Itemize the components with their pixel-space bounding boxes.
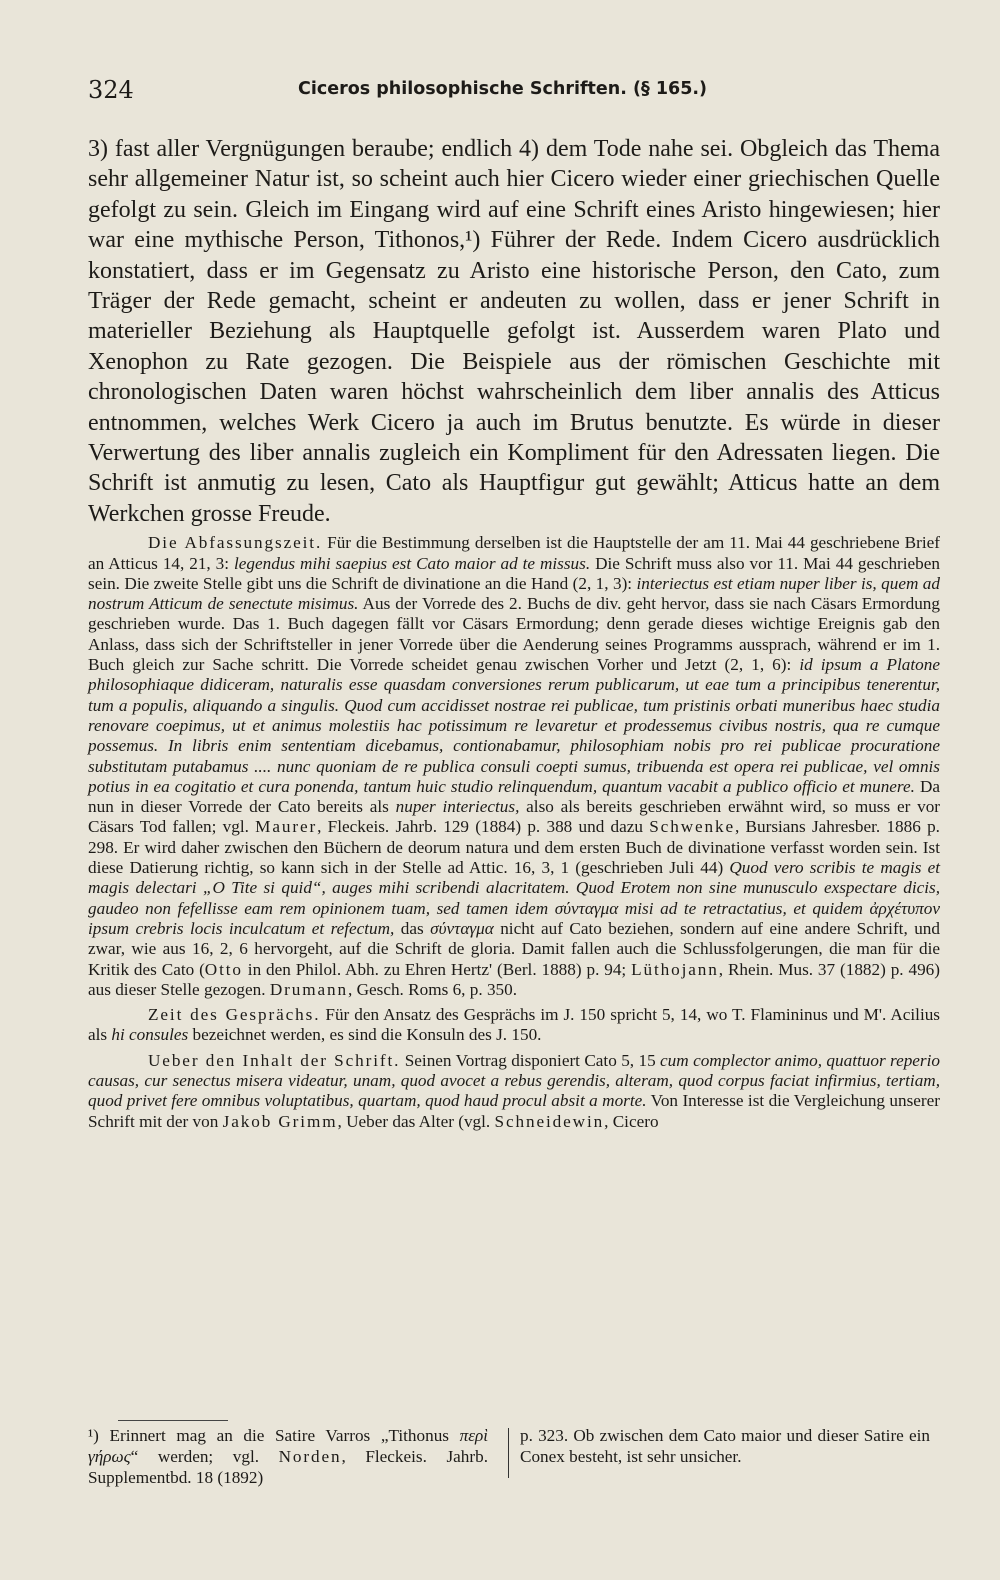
latin-quote: legendus mihi saepius est Cato maior ad te missus. <box>234 553 591 573</box>
text-run: Aus der Vorrede des 2. Buchs de div. geht hervor, dass sie nach Cäsars Ermordung geschrieben wurde. Das 1. Buch dagegen fällt vor Cäsars Ermordung; denn gerade dieses wichtige Ereignis gab den Anlass, dass sich der Schriftsteller in jener Vorrede über die Aenderung seines Programms aussprach, während er im 1. Buch gleich zur Sache schritt. Die Vorrede scheidet genau zwischen Vorher und Jetzt (2, 1, 6): <box>88 594 940 675</box>
latin-quote: Quod vero scribis te magis et magis delectari „O Tite si quid“, auges mihi scribendi alacritatem. Quod Erotem non sine munusculo exspectare dicis, gaudeo non fefellisse eam rem opinionem tuam, sed tamen idem σύνταγμα misi ad te retractatius, et quidem ἀρχέτυπον ipsum crebris locis inculcatum et refectum, <box>88 858 940 938</box>
text-run: , Rhein. Mus. 37 (1882) p. 496) aus dieser Stelle gezogen. <box>88 959 940 999</box>
spaced-author-name: Jakob Grimm <box>222 1111 338 1131</box>
spaced-author-name: Maurer <box>255 817 318 837</box>
section-heading-inhalt: Ueber den Inhalt der Schrift. <box>148 1050 401 1070</box>
text-run: Die Schrift muss also vor 11. Mai 44 geschrieben sein. Die zweite Stelle gibt uns die Schrift de divinatione an die Hand (2, 1, 3): <box>88 553 940 593</box>
text-run: also als bereits geschrieben erwähnt wird, so muss er vor Cäsars Tod fallen; vgl. <box>88 797 941 837</box>
text-run: nicht auf Cato beziehen, sondern auf eine andere Schrift, und zwar, wie aus 16, 2, 6 hervorgeht, auf die Schrift de gloria. Damit fallen auch die Schlussfolgerungen, die man für die Kritik des Cato ( <box>88 918 940 979</box>
footnote-left-column <box>88 1425 488 1488</box>
text-run: das <box>394 918 431 938</box>
text-run: bezeichnet werden, es sind die Konsuln des J. 150. <box>188 1025 542 1045</box>
latin-quote: hi consules <box>111 1025 189 1045</box>
spaced-author-name: Drumann <box>269 979 349 999</box>
text-run: , Fleckeis. Jahrb. Supplementbd. 18 (1892) <box>88 1447 488 1487</box>
text-run: Von Interesse ist die Vergleichung unserer Schrift mit der von <box>88 1091 940 1131</box>
page-number: 324 <box>88 76 134 104</box>
latin-quote: cum complector animo, quattuor reperio causas, cur senectus misera videatur, unam, quod avocet a rebus gerendis, alteram, quod corpus faciat infirmius, tertiam, quod privet fere omnibus voluptatibus, quartam, quod haud procul absit a morte. <box>88 1050 940 1111</box>
greek-word: σύνταγμα <box>430 918 494 938</box>
spaced-author-name: Norden <box>278 1447 342 1466</box>
text-run: Seinen Vortrag disponiert Cato 5, 15 <box>400 1050 661 1070</box>
page-header <box>88 76 940 106</box>
latin-quote: nuper interiectus, <box>395 797 520 817</box>
body-paragraph-inhalt <box>88 1051 940 1132</box>
main-text <box>88 134 940 1132</box>
footnote-rule <box>118 1420 228 1421</box>
text-run: , Fleckeis. Jahrb. 129 (1884) p. 388 und dazu <box>317 817 650 837</box>
section-heading-zeit: Zeit des Gesprächs. <box>148 1005 321 1025</box>
text-run: “ werden; vgl. <box>130 1447 279 1466</box>
spaced-author-name: Lüthojann <box>631 959 719 979</box>
text-run: , Bursians Jahresber. 1886 p. 298. Er wird daher zwischen den Büchern de deorum natura und dem ersten Buch de divinatione verfasst worden sein. Ist diese Datierung richtig, so kann sich in der Stelle ad Attic. 16, 3, 1 (geschrieben Juli 44) <box>88 817 940 878</box>
spaced-author-name: Otto <box>204 959 243 979</box>
text-run: in den Philol. Abh. zu Ehren Hertz' (Berl. 1888) p. 94; <box>242 959 632 979</box>
text-run: Für den Ansatz des Gesprächs im J. 150 spricht 5, 14, wo T. Flamininus und M'. Acilius als <box>88 1005 940 1045</box>
footnote-right-column: p. 323. Ob zwischen dem Cato maior und dieser Satire ein Conex besteht, ist sehr unsicher. <box>520 1426 930 1466</box>
text-run: ¹) Erinnert mag an die Satire Varros „Tithonus <box>88 1426 460 1445</box>
text-run: , Cicero <box>604 1111 659 1131</box>
body-paragraph-intro: 3) fast aller Vergnügungen beraube; endlich 4) dem Tode nahe sei. Obgleich das Thema sehr allgemeiner Natur ist, so scheint auch hier Cicero wieder einer griechischen Quelle gefolgt zu sein. Gleich im Eingang wird auf eine Schrift eines Aristo hingewiesen; hier war eine mythische Person, Tithonos,¹) Führer der Rede. Indem Cicero ausdrücklich konstatiert, dass er im Gegensatz zu Aristo eine historische Person, den Cato, zum Träger der Rede gemacht, scheint er andeuten zu wollen, dass er jener Schrift in materieller Beziehung als Hauptquelle gefolgt ist. Ausserdem waren Plato und Xenophon zu Rate gezogen. Die Beispiele aus der römischen Geschichte mit chronologischen Daten waren höchst wahrscheinlich dem liber annalis des Atticus entnommen, welches Werk Cicero ja auch im Brutus benutzte. Es würde in dieser Verwertung des liber annalis zugleich ein Kompliment für den Adressaten liegen. Die Schrift ist anmutig zu lesen, Cato als Hauptfigur gut gewählt; Atticus hatte an dem Werkchen grosse Freude. <box>88 136 940 527</box>
running-title: Ciceros philosophische Schriften. (§ 165.) <box>298 79 708 99</box>
section-heading-abfassungszeit: Die Abfassungszeit. <box>148 533 323 553</box>
spaced-author-name: Schwenke <box>649 817 736 837</box>
text-run: , Ueber das Alter (vgl. <box>337 1111 495 1131</box>
latin-quote: interiectus est etiam nuper liber is, quem ad nostrum Atticum de senectute misimus. <box>88 573 940 614</box>
footnote-column-divider <box>508 1428 509 1478</box>
text-run: , Gesch. Roms 6, p. 350. <box>348 979 518 999</box>
text-run: Für die Bestimmung derselben ist die Hauptstelle der am 11. Mai 44 geschriebene Brief an Atticus 14, 21, 3: <box>88 533 940 573</box>
greek-word: περὶ γήρως <box>88 1426 488 1466</box>
spaced-author-name: Schneidewin <box>494 1111 605 1131</box>
latin-quote: id ipsum a Platone philosophiaque didiceram, naturalis esse quasdam conversiones rerum publicarum, ut eae tum a principibus tenerentur, tum a populis, aliquando a singulis. Quod cum accidisset nostrae rei publicae, tum pristinis orbati muneribus haec studia renovare coepimus, ut et animus molestiis hac potissimum re levaretur et prodessemus civibus nostris, qua re cumque possemus. In libris enim sententiam dicebamus, contionabamur, philosophiam nobis pro rei publicae procuratione substitutam putabamus .... nunc quoniam de re publica consuli coepti sumus, tribuenda est opera rei publicae, vel omnis potius in ea cogitatio et cura ponenda, tantum huic studio relinquendum, quantum vacabit a publico officio et munere. <box>88 655 940 796</box>
body-paragraph-zeit <box>88 1005 940 1046</box>
body-paragraph-abfassungszeit <box>88 533 940 1000</box>
text-run: Da nun in dieser Vorrede der Cato bereits als <box>88 776 940 817</box>
